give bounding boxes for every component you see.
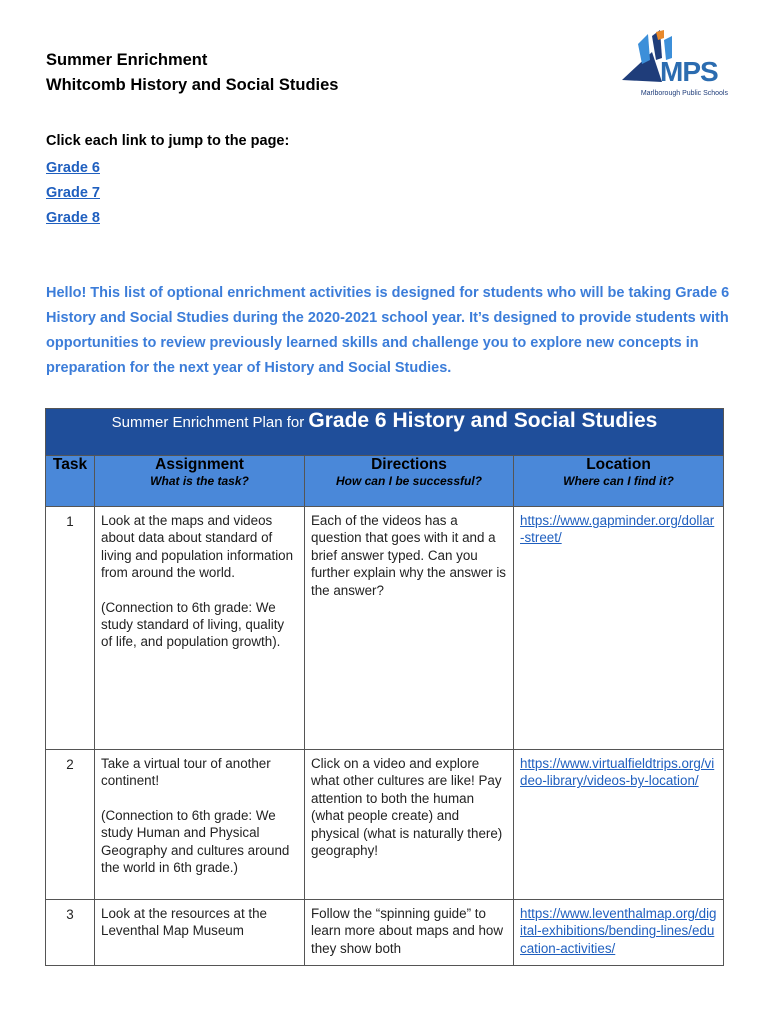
intro-paragraph: Hello! This list of optional enrichment activities is designed for students who will be taking Grade 6 History and Social Studies during the 2020-2021 school year. It’s designed to provide students with opportunities to review previously learned skills and challenge you to explore new concepts in preparation for the next year of History and Social Studies. — [46, 285, 730, 376]
logo-text: MPS — [660, 56, 718, 87]
location-cell — [514, 900, 724, 966]
table-title — [46, 409, 724, 456]
enrichment-plan-table — [45, 408, 724, 966]
link-grade-7[interactable]: Grade 7 — [46, 185, 100, 201]
document-header — [46, 48, 338, 98]
link-grade-8[interactable]: Grade 8 — [46, 210, 100, 226]
table-row — [46, 750, 724, 900]
table-header-row — [46, 456, 724, 507]
assignment-cell: Take a virtual tour of another continent! (Connection to 6th grade: We study Human and Physical Geography and cultures around the world in 6th grade.) — [95, 750, 305, 900]
task-number: 1 — [46, 507, 95, 750]
location-cell — [514, 507, 724, 750]
logo-subtitle: Marlborough Public Schools — [640, 90, 728, 97]
location-link[interactable]: https://www.virtualfieldtrips.org/video-library/videos-by-location/ — [520, 756, 715, 789]
directions-cell: Click on a video and explore what other cultures are like! Pay attention to both the human (what people create) and physical (what is naturally there) geography! — [305, 750, 514, 900]
assignment-cell: Look at the maps and videos about data about standard of living and population information from around the world. (Connection to 6th grade: We study standard of living, quality of life, and population growth). — [95, 507, 305, 750]
jump-instructions: Click each link to jump to the page: — [46, 133, 290, 149]
location-link[interactable]: https://www.gapminder.org/dollar-street/ — [520, 513, 715, 546]
header-directions: Directions How can I be successful? — [305, 456, 514, 507]
header-location: Location Where can I find it? — [514, 456, 724, 507]
directions-cell: Each of the videos has a question that goes with it and a brief answer typed. Can you further explain why the answer is the answer? — [305, 507, 514, 750]
directions-cell: Follow the “spinning guide” to learn more about maps and how they show both — [305, 900, 514, 966]
table-row — [46, 507, 724, 750]
header-subtitle: Whitcomb History and Social Studies — [46, 76, 339, 94]
header-task: Task — [46, 456, 95, 507]
link-grade-6[interactable]: Grade 6 — [46, 160, 100, 176]
location-cell — [514, 750, 724, 900]
header-assignment: Assignment What is the task? — [95, 456, 305, 507]
task-number: 3 — [46, 900, 95, 966]
header-title: Summer Enrichment — [46, 51, 208, 69]
location-link[interactable]: https://www.leventhalmap.org/digital-exhibitions/bending-lines/education-activities/ — [520, 906, 717, 956]
task-number: 2 — [46, 750, 95, 900]
grade-links — [46, 156, 100, 231]
table-title-prefix: Summer Enrichment Plan for — [111, 414, 309, 431]
table-title-row — [46, 409, 724, 456]
assignment-cell: Look at the resources at the Leventhal Map Museum — [95, 900, 305, 966]
mps-logo — [616, 30, 728, 102]
table-title-main: Grade 6 History and Social Studies — [308, 409, 658, 432]
table-row — [46, 900, 724, 966]
